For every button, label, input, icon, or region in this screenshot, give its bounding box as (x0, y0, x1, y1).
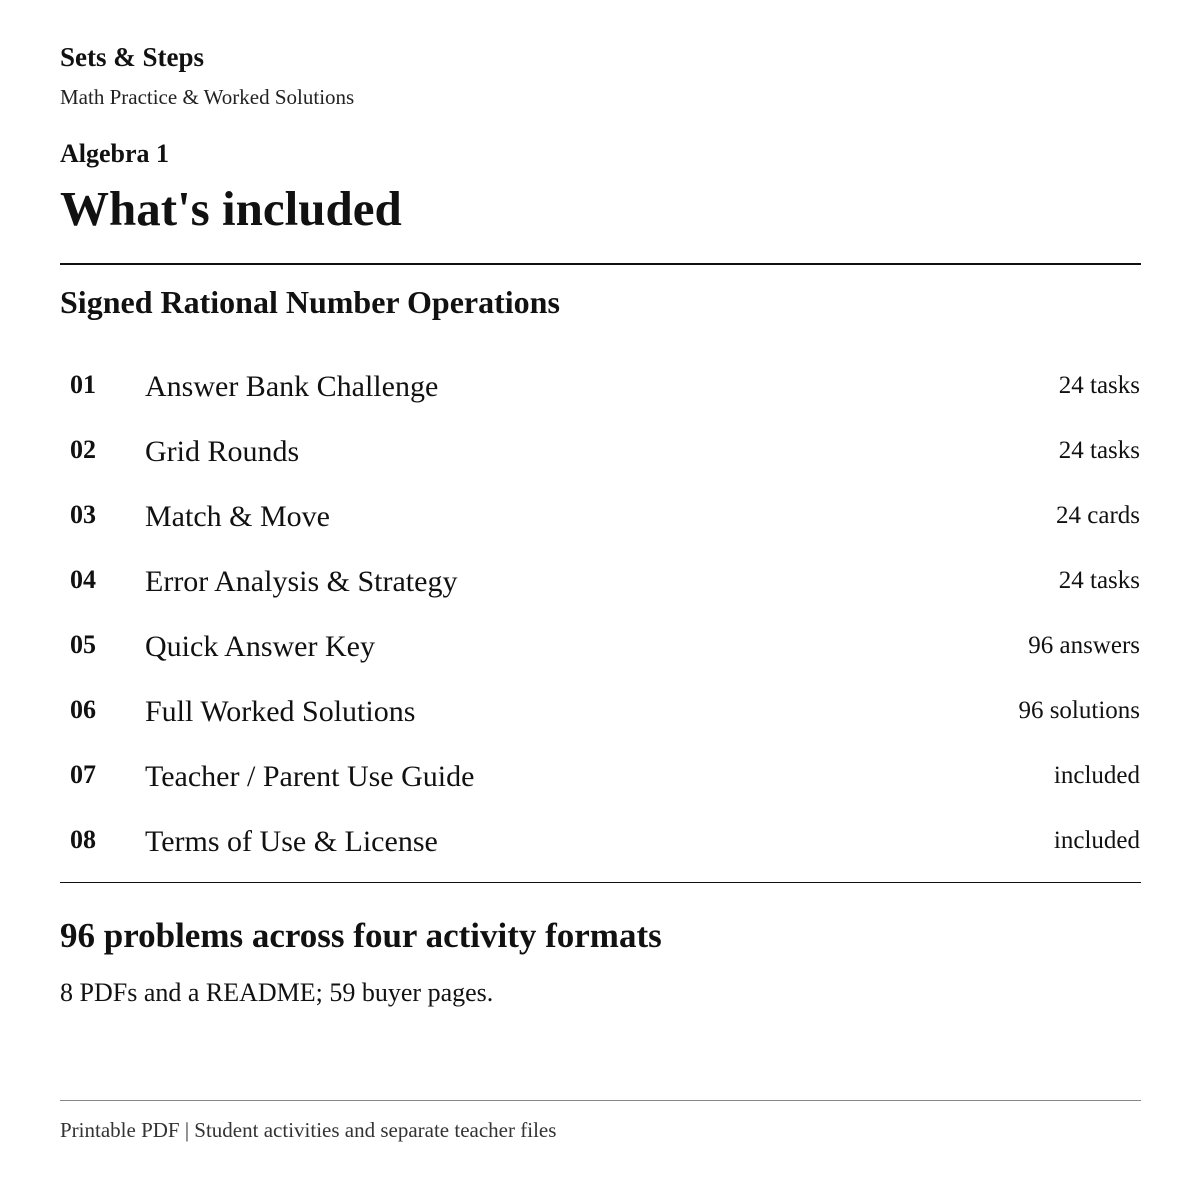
list-item (60, 482, 1140, 547)
item-number: 05 (70, 630, 96, 659)
contents-list (60, 352, 1140, 872)
item-number: 06 (70, 695, 96, 724)
item-number: 04 (70, 565, 96, 594)
item-number: 02 (70, 435, 96, 464)
item-number: 07 (70, 760, 96, 789)
item-label: Teacher / Parent Use Guide (145, 760, 475, 793)
item-count: included (1053, 762, 1140, 789)
item-label: Match & Move (145, 500, 330, 533)
list-item (60, 547, 1140, 612)
page-title: What's included (60, 181, 402, 236)
title-divider (60, 263, 1141, 265)
item-number: 03 (70, 500, 96, 529)
item-number: 08 (70, 825, 96, 854)
list-item (60, 417, 1140, 482)
contents-divider (60, 882, 1141, 883)
list-item (60, 612, 1140, 677)
summary-text: 8 PDFs and a README; 59 buyer pages. (60, 978, 494, 1007)
footer-text: Printable PDF | Student activities and separate teacher files (60, 1118, 557, 1142)
course-label: Algebra 1 (60, 139, 170, 168)
item-number: 01 (70, 370, 96, 399)
item-label: Terms of Use & License (145, 825, 438, 858)
footer-divider (60, 1100, 1141, 1101)
item-label: Error Analysis & Strategy (145, 565, 458, 598)
summary-title: 96 problems across four activity formats (60, 916, 662, 955)
list-item (60, 677, 1140, 742)
list-item (60, 352, 1140, 417)
item-count: included (1053, 827, 1140, 854)
item-count: 24 tasks (1058, 437, 1140, 464)
item-count: 96 solutions (1018, 697, 1140, 724)
brand-tagline: Math Practice & Worked Solutions (60, 85, 355, 109)
list-item (60, 807, 1140, 872)
item-count: 24 tasks (1058, 372, 1140, 399)
item-label: Answer Bank Challenge (145, 370, 439, 403)
item-count: 24 tasks (1058, 567, 1140, 594)
section-title: Signed Rational Number Operations (60, 284, 560, 320)
brand-name: Sets & Steps (60, 42, 205, 72)
item-label: Quick Answer Key (145, 630, 375, 663)
item-count: 24 cards (1056, 502, 1140, 529)
list-item (60, 742, 1140, 807)
item-count: 96 answers (1028, 632, 1140, 659)
item-label: Full Worked Solutions (145, 695, 416, 728)
item-label: Grid Rounds (145, 435, 300, 468)
